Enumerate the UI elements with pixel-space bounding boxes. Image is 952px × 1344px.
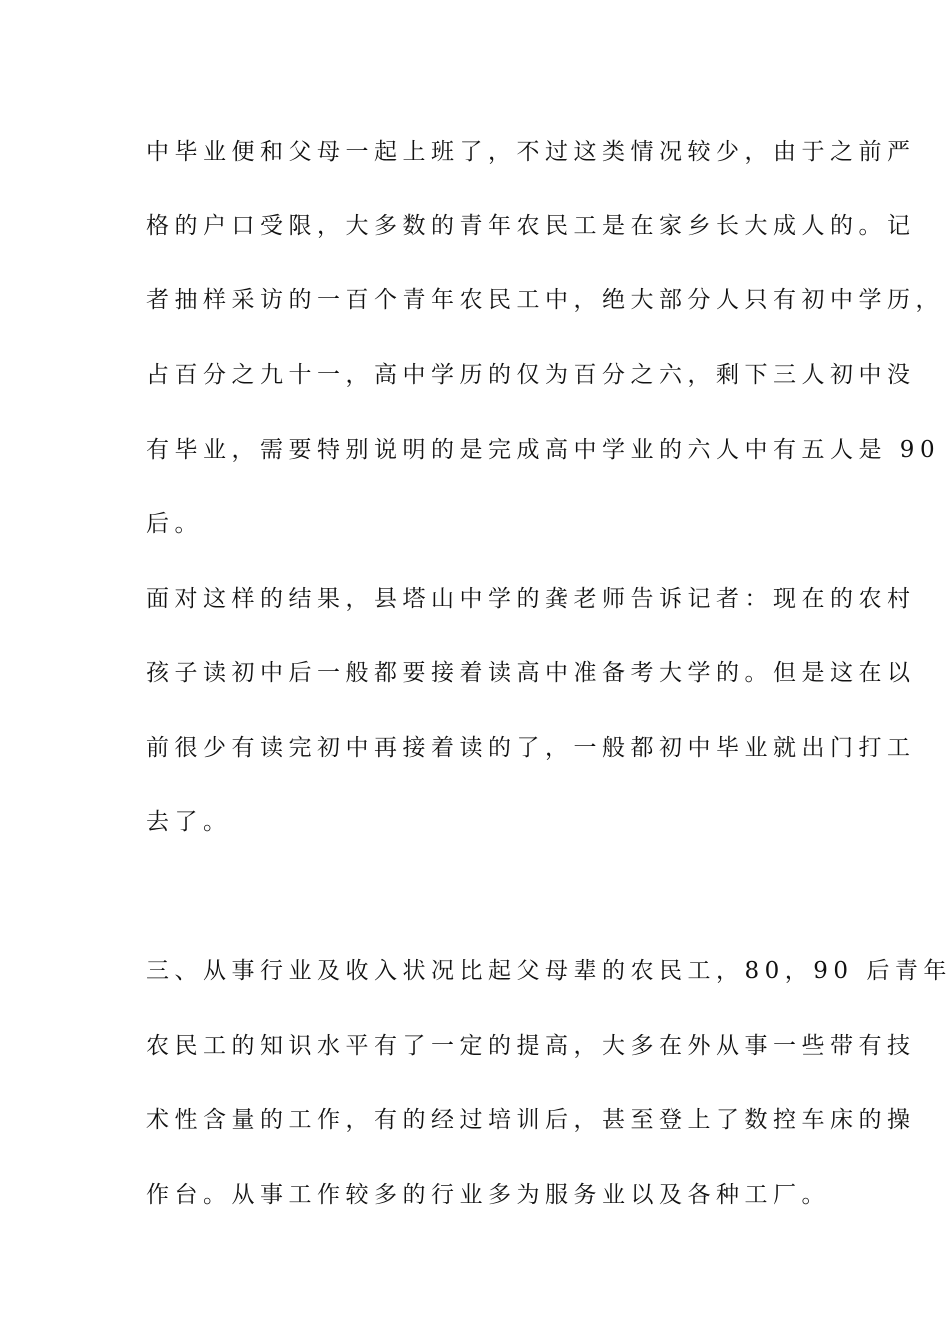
text-line: 术性含量的工作，有的经过培训后，甚至登上了数控车床的操 <box>146 1107 916 1133</box>
text-line: 有毕业，需要特别说明的是完成高中学业的六人中有五人是 90 <box>146 437 941 463</box>
text-line: 格的户口受限，大多数的青年农民工是在家乡长大成人的。记 <box>146 213 916 239</box>
text-line: 去了。 <box>146 809 232 835</box>
text-line: 孩子读初中后一般都要接着读高中准备考大学的。但是这在以 <box>146 660 916 686</box>
text-line: 前很少有读完初中再接着读的了，一般都初中毕业就出门打工 <box>146 735 916 761</box>
text-line: 后。 <box>146 511 203 537</box>
text-line: 农民工的知识水平有了一定的提高，大多在外从事一些带有技 <box>146 1033 916 1059</box>
text-line: 面对这样的结果，县塔山中学的龚老师告诉记者：现在的农村 <box>146 586 916 612</box>
text-line: 占百分之九十一，高中学历的仅为百分之六，剩下三人初中没 <box>146 362 916 388</box>
text-line: 作台。从事工作较多的行业多为服务业以及各种工厂。 <box>146 1182 830 1208</box>
text-line: 者抽样采访的一百个青年农民工中，绝大部分人只有初中学历， <box>146 287 944 313</box>
text-line: 中毕业便和父母一起上班了，不过这类情况较少，由于之前严 <box>146 139 916 165</box>
text-line: 三、从事行业及收入状况比起父母辈的农民工，80，90 后青年 <box>146 958 952 984</box>
